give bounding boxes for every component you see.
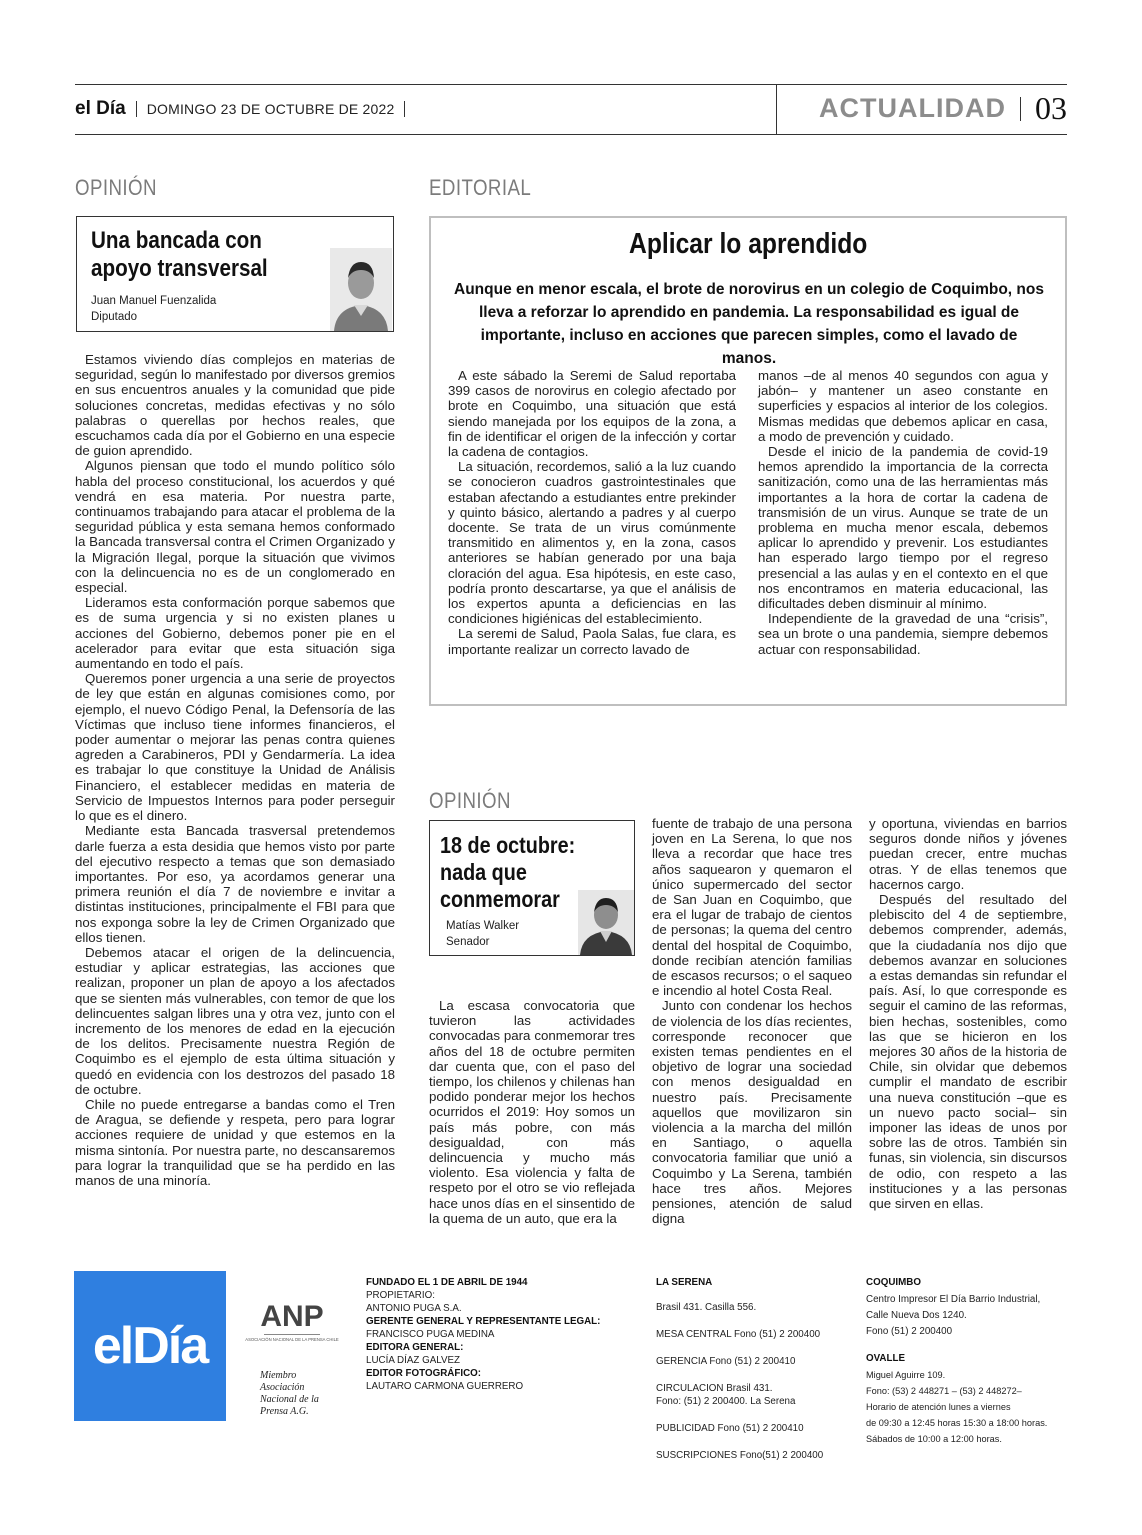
- opinion2-column-1: [429, 998, 635, 1226]
- paragraph: manos –de al menos 40 segundos con agua y jabón– y mantener un aseo constante en superficies y espacios al interior de los colegios. Mismas medidas que debemos aplicar en casa, a modo de prevención y cuidado.: [758, 368, 1048, 444]
- opinion-body: [75, 352, 395, 1188]
- paragraph: Lideramos esta conformación porque sabemos que es de suma urgencia y si no existen planes u acciones del Gobierno, debemos poner pie en el acelerador para evitar que esta situación siga aumentando en todo el país.: [75, 595, 395, 672]
- author-name: Juan Manuel Fuenzalida: [91, 295, 217, 307]
- paragraph: Chile no puede entregarse a bandas como el Tren de Aragua, se defiende y respeta, pero para lograr acciones requiere de unidad y que estemos en la misma sintonía. Por nuestra parte, no descansaremos para lograr la tranquilidad que se ha perdido en las manos de una minoría.: [75, 1096, 395, 1188]
- footer-la-serena: LA SERENA Brasil 431. Casilla 556. MESA CENTRAL Fono (51) 2 200400 GERENCIA Fono (51) 2 200410 CIRCULACION Brasil 431. Fono: (51) 2 200400. La Serena PUBLICIDAD Fono (51) 2 200410 SUSCRIPCIONES Fono(51) 2 200400: [656, 1276, 856, 1462]
- anp-logo: [245, 1296, 339, 1359]
- masthead: [75, 98, 405, 120]
- editorial-column-2: [758, 368, 1048, 657]
- author-portrait: [578, 890, 634, 955]
- svg-text:ANP: ANP: [260, 1300, 324, 1333]
- paragraph: La seremi de Salud, Paola Salas, fue clara, es importante realizar un correcto lavado de: [448, 626, 736, 657]
- staff-line: ANTONIO PUGA S.A.: [366, 1303, 462, 1314]
- staff-line: PROPIETARIO:: [366, 1290, 435, 1301]
- footer-coquimbo-ovalle: COQUIMBO Centro Impresor El Día Barrio Industrial, Calle Nueva Dos 1240. Fono (51) 2 200400 OVALLE Miguel Aguirre 109. Fono: (53) 2 448271 – (53) 2 448272– Horario de atención lunes a viernes de 09:30 a 12:45 horas 15:30 a 18:00 horas. Sábados de 10:00 a 12:00 horas.: [866, 1276, 1066, 1446]
- paragraph: Mediante esta Bancada trasversal pretendemos darle fuerza a esta desidia que hemos visto por parte del ejecutivo respecto a temas que son demasiado importantes. Por eso, ya acordamos generar una primera reunión el día 7 de noviembre e invitar a distintas instituciones, principalmente el FBI para que nos exponga sobre la ley de Crimen Organizado que ellos tienen.: [75, 823, 395, 945]
- footer-logo: elDía: [74, 1271, 226, 1421]
- paragraph: Desde el inicio de la pandemia de covid-19 hemos aprendido la importancia de la correcta sanitización, como una de las herramientas más importantes a la hora de cortar la cadena de transmisión de un virus. Aunque se trate de un problema en mucha menor escala, debemos aplicar lo aprendido y prevenir. Los estudiantes han esperado largo tiempo por el regreso presencial a las aulas y en el contexto en el que nos encontramos en materia educacional, las dificultades deben disminuir al mínimo.: [758, 444, 1048, 612]
- opinion-kicker: OPINIÓN: [75, 175, 157, 200]
- paragraph: fuente de trabajo de una persona joven en La Serena, lo que nos lleva a recordar que hace tres años saquearon y quemaron el único supermercado del sector de San Juan en Coquimbo, que era el lugar de trabajo de cientos de personas; la quema del centro dental del hospital de Coquimbo, donde recibían atención familias de escasos recursos; o el saqueo e incendio al hotel Costa Real.: [652, 816, 852, 999]
- paragraph: y oportuna, viviendas en barrios seguros donde niños y jóvenes puedan crecer, entre muchas otras. Y de ellas tenemos que hacernos cargo.: [869, 816, 1067, 892]
- paragraph: Junto con condenar los hechos de violencia de los días recientes, corresponde reconocer que existen temas pendientes en el objetivo de lograr una sociedad con menos desigualdad en nuestro país. Precisamente aquellos que movilizaron sin violencia a la marcha del millón en Santiago, o aquella convocatoria familiar que unió a Coquimbo y La Serena, también hace tres años. Mejores pensiones, atención de salud digna: [652, 998, 852, 1227]
- opinion2-column-2: [652, 816, 852, 1226]
- section-name: ACTUALIDAD: [819, 93, 1006, 123]
- author-role: Diputado: [91, 310, 138, 323]
- paragraph: A este sábado la Seremi de Salud reportaba 399 casos de norovirus en colegio afectado por brote en Coquimbo, una situación que está siendo manejada por los equipos de la zona, a fin de identificar el origen de la infección y cortar la cadena de contagios.: [448, 368, 736, 460]
- section-header: [819, 90, 1067, 127]
- staff-heading: FUNDADO EL 1 DE ABRIL DE 1944: [366, 1277, 528, 1288]
- opinion-author: [446, 919, 519, 950]
- opinion-author: [91, 294, 216, 325]
- opinion-title: 18 de octubre: nada que conmemorar: [440, 832, 576, 912]
- staff-line: FRANCISCO PUGA MEDINA: [366, 1329, 495, 1340]
- author-portrait: [330, 248, 392, 331]
- staff-line: LAUTARO CARMONA GUERRERO: [366, 1381, 524, 1392]
- header-divider: [776, 84, 777, 134]
- paragraph: Algunos piensan que todo el mundo político sólo habla del proceso constitucional, los acuerdos y qué vendrá en esa materia. Por nuestra parte, continuamos trabajando para atacar el problema de la seguridad pública y esta semana hemos conformado la Bancada transversal contra el Crimen Organizado y la Migración Ilegal, porque la situación que vivimos con la delincuencia no es de un conglomerado en especial.: [75, 458, 395, 596]
- top-rule: [75, 84, 1067, 85]
- masthead-logo: el Día: [75, 98, 126, 119]
- editorial-column-1: [448, 368, 736, 657]
- staff-heading: EDITORA GENERAL:: [366, 1342, 464, 1353]
- section-separator: [1020, 97, 1021, 121]
- paragraph: Después del resultado del plebiscito del 4 de septiembre, debemos comprender, además, que la ciudadanía nos dijo que debemos avanzar en soluciones a estas demandas sin refundar el país. Así, lo que corresponde es seguir el camino de las reformas, bien hechas, sostenibles, como las que se hicieron en los mejores 30 años de la historia de Chile, sin olvidar que debemos cumplir el mandato de escribir una nueva constitución –que es un nuevo pacto social– sin imponer las ideas de unos por sobre las de otros. También sin funas, sin violencia, sin discursos de odio, con respeto a las instituciones y a las personas que sirven en ellas.: [869, 892, 1067, 1212]
- staff-line: LUCÍA DÍAZ GALVEZ: [366, 1355, 461, 1366]
- editorial-title: Aplicar lo aprendido: [628, 228, 868, 260]
- masthead-date: DOMINGO 23 DE OCTUBRE DE 2022: [146, 101, 395, 117]
- masthead-separator: [404, 101, 405, 117]
- anp-member-text: Miembro Asociación Nacional de la Prensa A.G.: [260, 1370, 319, 1417]
- editorial-lead: Aunque en menor escala, el brote de norovirus en un colegio de Coquimbo, nos lleva a reforzar lo aprendido en pandemia. La responsabilidad es igual de importante, incluso en acciones que parecen simples, como el lavado de manos.: [454, 281, 1044, 367]
- paragraph: Debemos atacar el origen de la delincuencia, estudiar y aplicar estrategias, las acciones que realizan, proponer un plan de apoyo a los afectados que se sienten más vulnerables, con temor de que los delincuentes salgan libres una y otra vez, junto con el incremento de los menores de edad en la ejecución de los delitos. Precisamente nuestra Región de Coquimbo es el ejemplo de esta última situación y quedó en evidencia con los destrozos del pasado 18 de octubre.: [75, 944, 395, 1097]
- staff-heading: GERENTE GENERAL Y REPRESENTANTE LEGAL:: [366, 1316, 601, 1327]
- author-name: Matías Walker: [446, 920, 520, 932]
- svg-text:ASOCIACIÓN NACIONAL DE LA PREN: ASOCIACIÓN NACIONAL DE LA PRENSA CHILE: [245, 1337, 339, 1342]
- page-number: 03: [1035, 90, 1067, 126]
- staff-heading: EDITOR FOTOGRÁFICO:: [366, 1368, 482, 1379]
- footer-staff: [366, 1276, 636, 1393]
- paragraph: Queremos poner urgencia a una serie de proyectos de ley que están en algunas comisiones como, por ejemplo, el nuevo Código Penal, la Defensoría de las Víctimas que incluso tiene informes financieros, el poder aumentar o mejorar las penas contra quienes agreden a Carabineros, PDI y Gendarmería. La idea es trabajar lo que constituye la Unidad de Análisis Financiero, el establecer medidas en materia de Servicio de Impuestos Internos para poder perseguir lo que es el dinero.: [75, 671, 395, 824]
- opinion-title: Una bancada con apoyo transversal: [91, 227, 268, 283]
- header-rule: [75, 134, 1067, 135]
- paragraph: La situación, recordemos, salió a la luz cuando se conocieron cuadros gastrointestinales que estaban afectando a estudiantes entre prekinder y quinto básico, alertando a padres y al cuerpo docente. Se trata de un virus comúnmente transmitido en alimentos y, en la zona, casos anteriores se habían generado por una baja cloración del agua. Esa hipótesis, en este caso, podría pronto descartarse, ya que el análisis de los expertos apunta a deficiencias en las condiciones higiénicas del establecimiento.: [448, 459, 736, 627]
- editorial-kicker: EDITORIAL: [429, 175, 532, 200]
- office-title: COQUIMBO: [866, 1277, 921, 1288]
- masthead-separator: [136, 101, 137, 117]
- office-title: OVALLE: [866, 1353, 906, 1364]
- author-role: Senador: [446, 935, 490, 948]
- opinion-kicker: OPINIÓN: [429, 788, 511, 813]
- office-title: LA SERENA: [656, 1277, 713, 1288]
- paragraph: Estamos viviendo días complejos en materias de seguridad, según lo manifestado por diversos gremios en sus encuentros anuales y la comunidad que pide soluciones concretas, medidas efectivas y no sólo palabras o querellas por hechos reales, que escuchamos cada día por el Gobierno en una especie de guion aprendido.: [75, 352, 395, 459]
- paragraph: La escasa convocatoria que tuvieron las actividades convocadas para conmemorar tres años del 18 de octubre permiten dar cuenta que, con el paso del tiempo, los chilenos y chilenas han podido ponderar mejor los hechos ocurridos el 2019: Hoy somos un país más pobre, con más desigualdad, con más delincuencia y mucho más violento. Esa violencia y falta de respeto por el otro se vio reflejada hace unos días en el sinsentido de la quema de un auto, que era la: [429, 998, 635, 1226]
- paragraph: Independiente de la gravedad de una “crisis”, sea un brote o una pandemia, siempre debemos actuar con responsabilidad.: [758, 611, 1048, 657]
- opinion2-column-3: [869, 816, 1067, 1211]
